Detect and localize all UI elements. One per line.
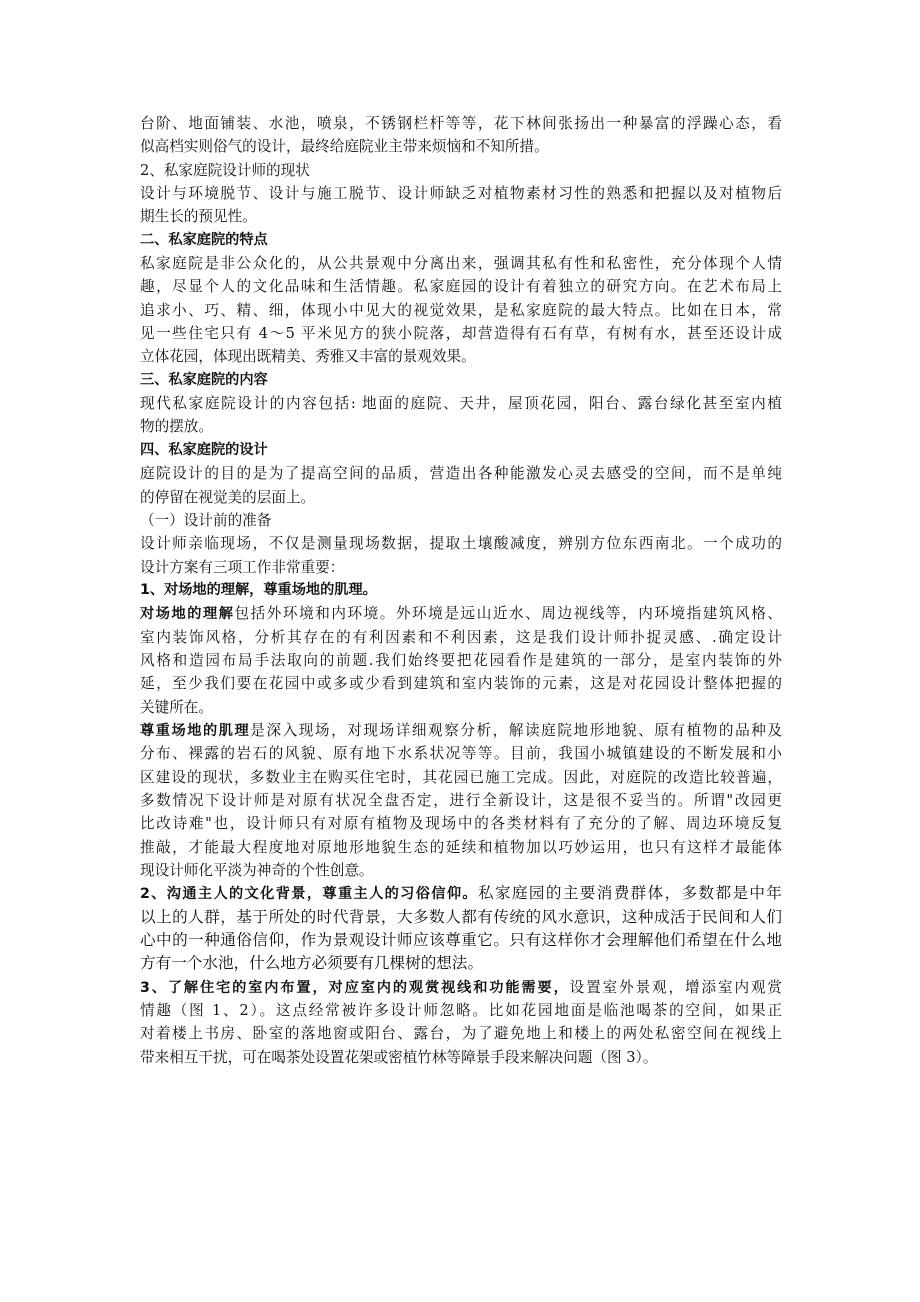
line-text: 是深入现场，对现场详细观察分析，解读庭院地形地貌、原有植物的品种及 [250,721,782,739]
paragraph-line [140,719,782,742]
line-text: 私家庭园的主要消费群体，多数都是中年 [477,884,782,903]
subheading-preparation: （一）设计前的准备 [140,511,272,529]
paragraph-line: 设计与环境脱节、设计与施工脱节、设计师缺乏对植物素材习性的熟悉和把握以及对植物后 [140,185,782,203]
paragraph-line: 现设计师化平淡为神奇的个性创意。 [140,862,374,879]
paragraph-line: 私家庭院是非公众化的，从公共景观中分离出来，强调其私有性和私密性，充分体现个人情 [140,255,782,273]
paragraph-line: 立体花园，体现出既精美、秀雅又丰富的景观效果。 [140,348,476,366]
paragraph-line: 似高档实则俗气的设计，最终给庭院业主带来烦恼和不知所措。 [140,138,549,156]
lead-phrase: 对场地的理解 [140,606,235,623]
heading-item-1: 1、对场地的理解，尊重场地的肌理。 [140,581,377,598]
subheading-designer-status: 2、私家庭院设计师的现状 [140,161,310,179]
paragraph-line: 见一些住宅只有 4～5 平米见方的狭小院落，却营造得有石有草，有树有水，甚至还设计成 [140,325,782,343]
paragraph-line: 延，至少我们要在花园中或多或少看到建筑和室内装饰的元素，这是对花园设计整体把握的 [140,675,782,693]
paragraph-line [140,976,782,999]
heading-content: 三、私家庭院的内容 [140,371,268,388]
heading-design: 四、私家庭院的设计 [140,441,268,458]
paragraph-line: 室内装饰风格，分析其存在的有利因素和不利因素，这是我们设计师扑捉灵感、.确定设计 [140,628,782,646]
paragraph-line: 带来相互干扰，可在喝茶处设置花架或密植竹林等障景手段来解决问题（图 3）。 [140,1048,658,1066]
paragraph-line: 推敲，才能最大程度地对原地形地貌生态的延续和植物加以巧妙运用，也只有这样才最能体 [140,838,782,856]
paragraph-line: 区建设的现状，多数业主在购买住宅时，其花园已施工完成。因此，对庭院的改造比较普遍， [140,768,782,786]
lead-phrase: 2、沟通主人的文化背景，尊重主人的习俗信仰。 [140,886,478,903]
paragraph-line: 的停留在视觉美的层面上。 [140,488,316,506]
paragraph-line [140,882,782,905]
heading-features: 二、私家庭院的特点 [140,231,268,248]
paragraph-line: 期生长的预见性。 [140,208,257,226]
paragraph-line: 设计方案有三项工作非常重要： [140,558,345,576]
paragraph-line: 多数情况下设计师是对原有状况全盘否定，进行全新设计，这是很不妥当的。所谓"改园更 [140,791,782,809]
paragraph-line: 分布、裸露的岩石的风貌、原有地下水系状况等等。目前，我国小城镇建设的不断发展和小 [140,745,782,763]
paragraph-line: 趣，尽显个人的文化品味和生活情趣。私家庭园的设计有着独立的研究方向。在艺术布局上 [140,278,782,296]
paragraph-line: 方有一个水池，什么地方必须要有几棵树的想法。 [140,954,484,973]
document-page [140,112,782,1069]
paragraph-line: 庭院设计的目的是为了提高空间的品质，营造出各种能激发心灵去感受的空间，而不是单纯 [140,465,782,483]
paragraph-line: 台阶、地面铺装、水池，喷泉，不锈钢栏杆等等，花下林间张扬出一种暴富的浮躁心态，看 [140,115,782,132]
paragraph-line: 比改诗难"也，设计师只有对原有植物及现场中的各类材料有了充分的了解、周边环境反复 [140,815,782,833]
paragraph-line: 现代私家庭院设计的内容包括: 地面的庭院、天井，屋顶花园，阳台、露台绿化甚至室内植 [140,395,782,413]
paragraph-line: 风格和造园布局手法取向的前题.我们始终要把花园看作是建筑的一部分，是室内装饰的外 [140,651,782,669]
line-text: 设置室外景观，增添室内观赏 [569,978,782,996]
paragraph-line: 心中的一种通俗信仰，作为景观设计师应该尊重它。只有这样你才会理解他们希望在什么地 [140,931,782,950]
paragraph-line: 以上的人群，基于所处的时代背景，大多数人都有传统的风水意识，这种成活于民间和人们 [140,907,782,926]
paragraph-line: 设计师亲临现场，不仅是测量现场数据，提取土壤酸减度，辨别方位东西南北。一个成功的 [140,535,782,553]
paragraph-line: 对着楼上书房、卧室的落地窗或阳台、露台，为了避免地上和楼上的两处私密空间在视线上 [140,1025,782,1043]
paragraph-line: 追求小、巧、精、细，体现小中见大的视觉效果，是私家庭院的最大特点。比如在日本，常 [140,301,782,319]
paragraph-line: 物的摆放。 [140,418,213,436]
lead-phrase: 3、了解住宅的室内布置，对应室内的观赏视线和功能需要， [140,979,570,996]
paragraph-line [140,602,782,625]
paragraph-line: 情趣（图 1、2）。这点经常被许多设计师忽略。比如花园地面是临池喝茶的空间，如果正 [140,1002,782,1020]
paragraph-line: 关键所在。 [140,698,213,716]
line-text: 包括外环境和内环境。外环境是远山近水、周边视线等，内环境指建筑风格、 [234,605,782,623]
lead-phrase: 尊重场地的肌理 [140,722,251,739]
